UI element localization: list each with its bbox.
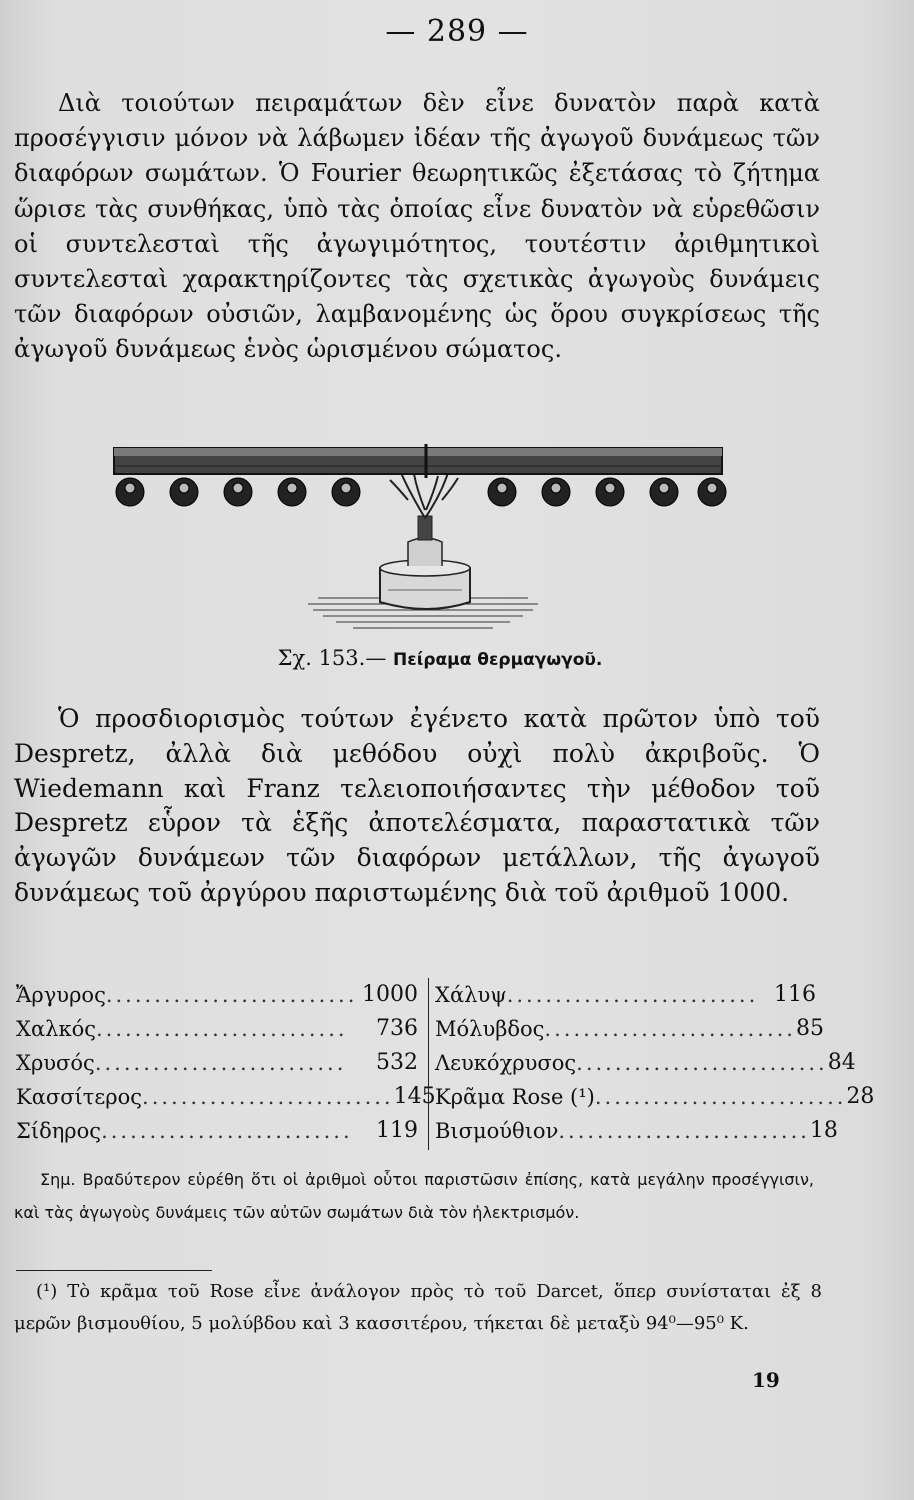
table-column-left <box>16 978 436 1148</box>
footnote <box>14 1276 822 1340</box>
table-note <box>14 1163 814 1229</box>
figure-caption-title: Πείραμα θερμαγωγοῦ. <box>393 650 603 670</box>
table-row: Χάλυψ .......................... 116 <box>435 982 816 1007</box>
table-row: Χρυσός .......................... 532 <box>16 1050 418 1075</box>
table-row: Κρᾶμα Rose (¹) .......................... 28 <box>435 1084 875 1109</box>
spirit-lamp <box>380 516 470 609</box>
paragraph-results-text: Ὁ προσδιορισμὸς τούτων ἐγένετο κατὰ πρῶτον ὑπὸ τοῦ Despretz, ἀλλὰ διὰ μεθόδου οὐχὶ πολὺ ἀκριβοῦς. Ὁ Wiedemann καὶ Franz τελειοποιήσαντες τὴν μέθοδον τοῦ Despretz εὗρον τὰ ἑξῆς ἀποτελέσματα, παραστατικὰ τῶν ἀγωγῶν δυνάμεων τῶν διαφόρων μετάλλων, τῆς ἀγωγοῦ δυνάμεως τοῦ ἀργύρου παριστωμένης διὰ τοῦ ἀριθμοῦ 1000. <box>14 704 820 907</box>
table-row: Βισμούθιον .......................... 18 <box>435 1118 838 1143</box>
table-row: Χαλκός .......................... 736 <box>16 1016 418 1041</box>
figure-caption <box>0 646 880 670</box>
table-row: Λευκόχρυσος .......................... 84 <box>435 1050 856 1075</box>
table-row: Κασσίτερος .......................... 145 <box>16 1084 436 1109</box>
table-row: Μόλυβδος .......................... 85 <box>435 1016 824 1041</box>
paragraph-results <box>14 702 820 911</box>
paragraph-intro <box>14 86 820 368</box>
paragraph-intro-text: Διὰ τοιούτων πειραμάτων δὲν εἶνε δυνατὸν παρὰ κατὰ προσέγγισιν μόνον νὰ λάβωμεν ἰδέαν τῆς ἀγωγοῦ δυνάμεως τῶν διαφόρων σωμάτων. Ὁ Fourier θεωρητικῶς ἐξετάσας τὸ ζήτημα ὥρισε τὰς συνθήκας, ὑπὸ τὰς ὁποίας εἶνε δυνατὸν νὰ εὑρεθῶσιν οἱ συντελεσταὶ τῆς ἀγωγιμότητος, τουτέστιν ἀριθμητικοὶ συντελεσταὶ χαρακτηρίζοντες τὰς σχετικὰς ἀγωγοὺς δυνάμεις τῶν διαφόρων οὐσιῶν, λαμβανομένης ὡς ὅρου συγκρίσεως τῆς ἀγωγοῦ δυνάμεως ἑνὸς ὡρισμένου σώματος. <box>14 89 820 364</box>
conductivity-table <box>16 978 875 1150</box>
figure-caption-label: Σχ. 153.— <box>277 646 387 670</box>
metal-bars <box>114 444 722 478</box>
footnote-rule <box>16 1270 212 1271</box>
table-column-right <box>428 978 875 1150</box>
table-row: Ἄργυρος .......................... 1000 <box>16 982 418 1007</box>
heat-conduction-figure <box>108 430 748 642</box>
page-number: — 289 — <box>385 14 529 49</box>
table-note-text: Σημ. Βραδύτερον εὑρέθη ὅτι οἱ ἀριθμοὶ οὗτοι παριστῶσιν ἐπίσης, κατὰ μεγάλην προσέγγισιν, καὶ τὰς ἀγωγοὺς δυνάμεις τῶν αὐτῶν σωμάτων διὰ τὸν ἠλεκτρισμόν. <box>14 1170 814 1222</box>
footnote-text: (¹) Τὸ κρᾶμα τοῦ Rose εἶνε ἀνάλογον πρὸς τὸ τοῦ Darcet, ὅπερ συνίσταται ἐξ 8 μερῶν βισμουθίου, 5 μολύβδου καὶ 3 κασσιτέρου, τήκεται δὲ μεταξὺ 94⁰—95⁰ K. <box>14 1281 822 1334</box>
signature-mark: 19 <box>752 1368 780 1392</box>
table-row: Σίδηρος .......................... 119 <box>16 1118 418 1143</box>
